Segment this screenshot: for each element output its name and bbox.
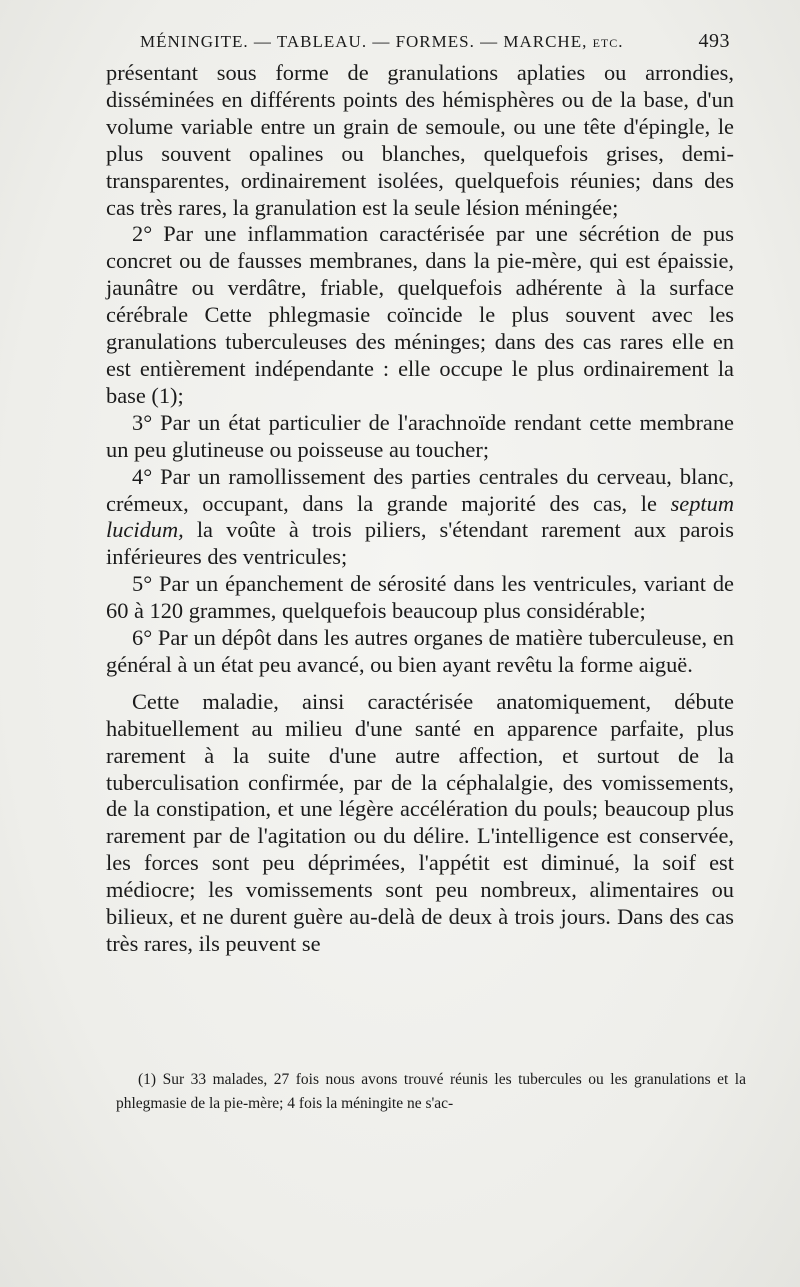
list-item-3: 3° Par un état particulier de l'arachnoïde rendant cette membrane un peu glutineuse ou poisseuse au toucher; (106, 409, 734, 462)
list-item-6: 6° Par un dépôt dans les autres organes de matière tuberculeuse, en général à un état peu avancé, ou bien ayant revêtu la forme aiguë. (106, 625, 734, 677)
italic-term: septum lucidum, (106, 490, 734, 543)
page-header (140, 30, 730, 53)
list-item-4-text-a: 4° Par un ramollissement des parties centrales du cerveau, blanc, crémeux, occupant, dans la grande majorité des cas, le (106, 463, 734, 516)
footnotes (116, 1068, 746, 1116)
paragraph: Cette maladie, ainsi caractérisée anatomiquement, débute habituellement au milieu d'une santé en apparence parfaite, plus rarement à la suite d'une autre affection, et surtout de la tuberculisation confirmée, par de la céphalalgie, des vomissements, de la constipation, et une légère accélération du pouls; beaucoup plus rarement par de l'agitation ou du délire. L'intelligence est conservée, les forces sont peu déprimées, l'appétit est diminué, la soif est médiocre; les vomissements sont peu nombreux, alimentaires ou bilieux, et ne durent guère au-delà de deux à trois jours. Dans des cas très rares, ils peuvent se (106, 688, 734, 956)
list-item-5: 5° Par un épanchement de sérosité dans les ventricules, variant de 60 à 120 grammes, quelquefois beaucoup plus considérable; (106, 571, 734, 624)
page-number: 493 (698, 30, 730, 52)
list-item-4-text-b: la voûte à trois piliers, s'étendant rarement aux parois inférieures des ventricules; (106, 517, 734, 570)
list-item-4 (106, 464, 734, 572)
running-title: MÉNINGITE. — TABLEAU. — FORMES. — MARCHE, etc. (140, 32, 624, 51)
list-item-2: 2° Par une inflammation caractérisée par une sécrétion de pus concret ou de fausses membranes, dans la pie-mère, qui est épaissie, jaunâtre ou verdâtre, friable, quelquefois adhérente à la surface cérébrale Cette phlegmasie coïncide le plus souvent avec les granulations tuberculeuses des méninges; dans des cas rares elle en est entièrement indépendante : elle occupe le plus ordinairement la base (1); (106, 221, 734, 408)
main-text (106, 60, 734, 958)
paragraph-continuation: présentant sous forme de granulations aplaties ou arrondies, disséminées en différents points des hémisphères ou de la base, d'un volume variable entre un grain de semoule, ou une tête d'épingle, le plus souvent opalines ou blanches, quelquefois grises, demi-transparentes, ordinairement isolées, quelquefois réunies; dans des cas très rares, la granulation est la seule lésion méningée; (106, 60, 734, 220)
footnote: (1) Sur 33 malades, 27 fois nous avons trouvé réunis les tubercules ou les granulations et la phlegmasie de la pie-mère; 4 fois la méningite ne s'ac- (116, 1071, 746, 1112)
